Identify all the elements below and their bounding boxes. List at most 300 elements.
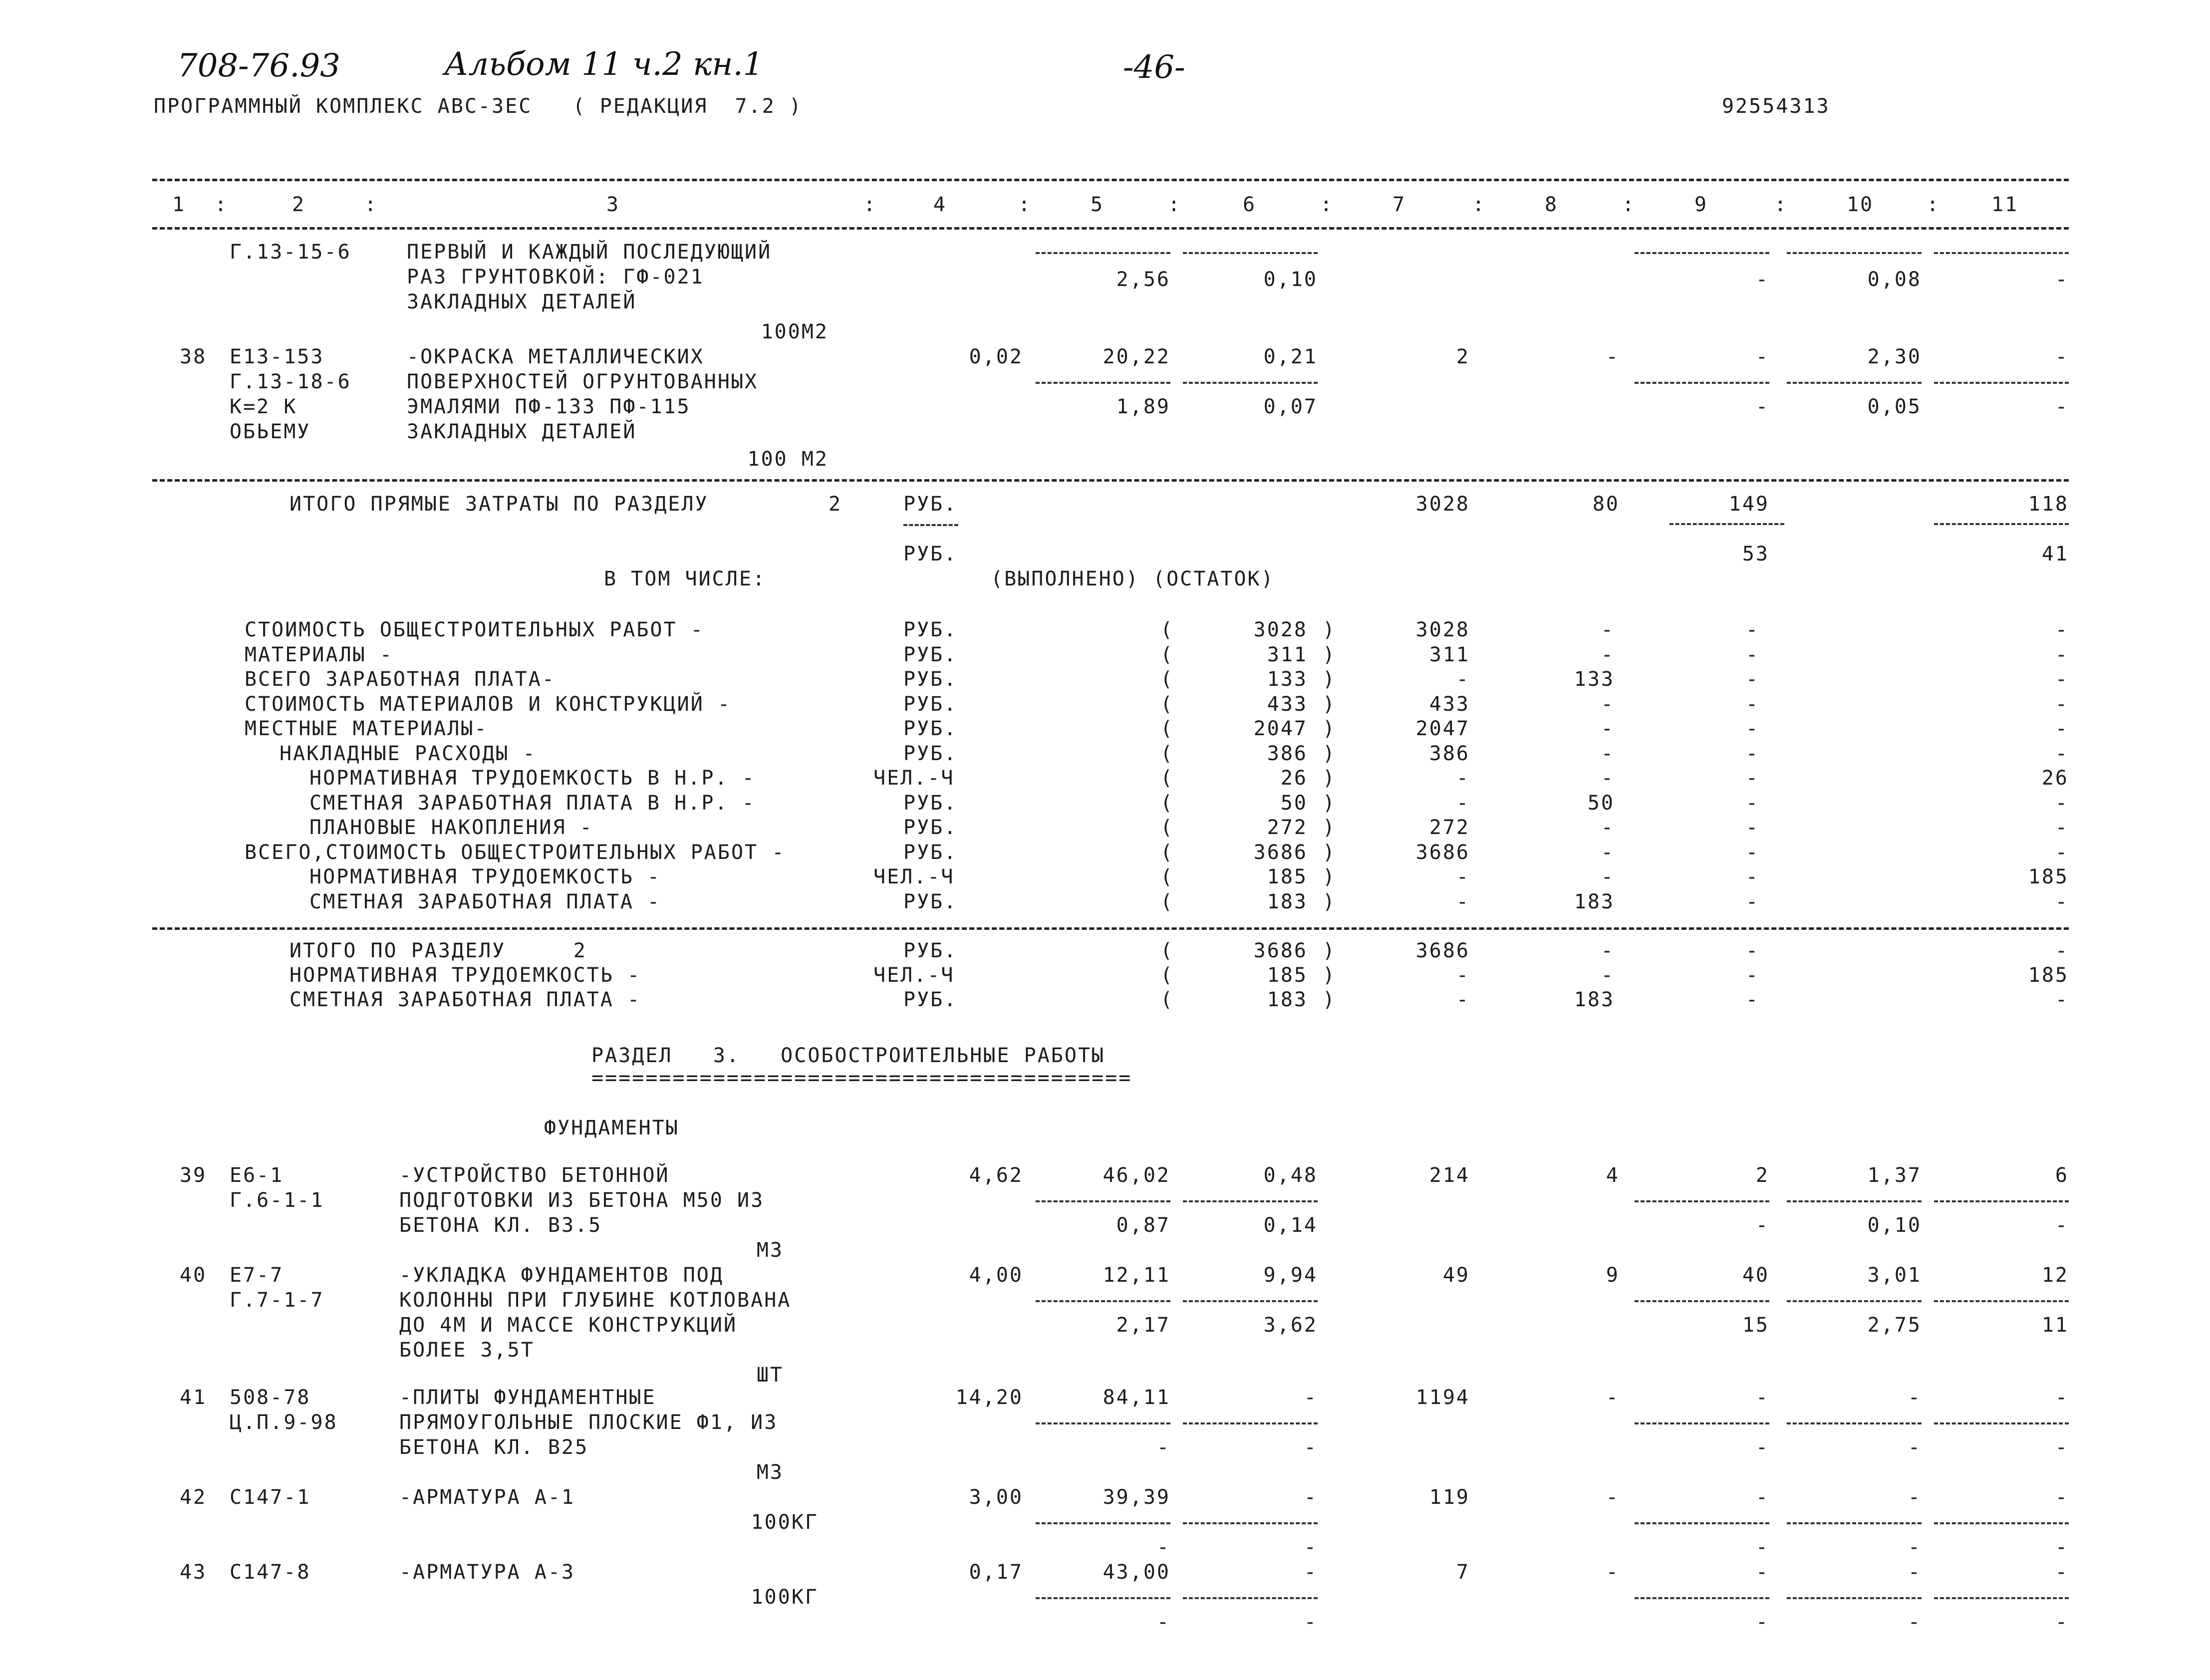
cell-col11-sub: - xyxy=(2055,1214,2069,1237)
breakdown-col8: - xyxy=(1601,841,1615,864)
cell-col4: 3,00 xyxy=(969,1486,1023,1509)
section-underline: ======================================== xyxy=(591,1067,1132,1090)
cell-col5: 84,11 xyxy=(1103,1386,1170,1409)
column-number: : xyxy=(215,193,229,216)
item-code-2: Г.7-1-7 xyxy=(230,1289,324,1312)
cell-underline xyxy=(1036,1597,1170,1599)
breakdown-label: ПЛАНОВЫЕ НАКОПЛЕНИЯ - xyxy=(309,816,593,839)
breakdown-col7: - xyxy=(1456,865,1470,888)
cell-col9: - xyxy=(1755,1486,1769,1509)
cell-col10-sub: 0,10 xyxy=(1867,1214,1922,1237)
close-paren: ) xyxy=(1323,693,1337,716)
direct-costs-section: 2 xyxy=(829,493,842,516)
column-number: 2 xyxy=(292,193,306,216)
close-paren: ) xyxy=(1323,964,1337,987)
cell-col6-sub: - xyxy=(1304,1436,1318,1459)
cell-underline xyxy=(1183,1597,1318,1599)
cell-underline xyxy=(1635,1300,1769,1302)
cell-underline xyxy=(1635,1597,1769,1599)
breakdown-col8: - xyxy=(1601,816,1615,839)
cell-col7: 214 xyxy=(1429,1164,1470,1187)
breakdown-unit: РУБ. xyxy=(903,742,958,765)
breakdown-col8: - xyxy=(1601,767,1615,790)
breakdown-col7: - xyxy=(1456,767,1470,790)
cell-col7: 119 xyxy=(1429,1486,1470,1509)
cell-col11-sub: - xyxy=(2055,1436,2069,1459)
breakdown-col7: 3028 xyxy=(1415,618,1470,641)
cell-col5: 39,39 xyxy=(1103,1486,1170,1509)
item-description: ЗАКЛАДНЫХ ДЕТАЛЕЙ xyxy=(407,290,637,313)
breakdown-col8: - xyxy=(1601,964,1615,987)
column-number: 11 xyxy=(1991,193,2019,216)
cell-underline xyxy=(1183,1422,1318,1424)
column-number: : xyxy=(863,193,877,216)
cell-col5-sub: 0,87 xyxy=(1116,1214,1170,1237)
cell-col5: 12,11 xyxy=(1103,1264,1170,1287)
breakdown-col7: 311 xyxy=(1429,643,1470,666)
cell-col11: 12 xyxy=(2041,1264,2069,1287)
cell-underline xyxy=(1934,1522,2069,1524)
open-paren: ( xyxy=(1160,767,1174,790)
cell-col5-sub: 1,89 xyxy=(1116,395,1170,418)
breakdown-label: НОРМАТИВНАЯ ТРУДОЕМКОСТЬ - xyxy=(289,964,641,987)
cell-underline xyxy=(1036,1300,1170,1302)
cell-col4: 4,00 xyxy=(969,1264,1023,1287)
item-code: 508-78 xyxy=(230,1386,311,1409)
document-code: 92554313 xyxy=(1722,95,1830,118)
close-paren: ) xyxy=(1323,988,1337,1011)
open-paren: ( xyxy=(1160,643,1174,666)
open-paren: ( xyxy=(1160,964,1174,987)
cell-underline xyxy=(1934,252,2069,254)
cell-col8: 9 xyxy=(1606,1264,1620,1287)
cell-col10-sub: 0,05 xyxy=(1867,395,1922,418)
open-paren: ( xyxy=(1160,816,1174,839)
cell-underline xyxy=(1183,382,1318,384)
close-paren: ) xyxy=(1323,668,1337,691)
close-paren: ) xyxy=(1323,841,1337,864)
cell-col11-sub: 11 xyxy=(2041,1314,2069,1337)
breakdown-done: 3686 xyxy=(1253,841,1308,864)
breakdown-label: СТОИМОСТЬ ОБЩЕСТРОИТЕЛЬНЫХ РАБОТ - xyxy=(245,618,704,641)
cell-underline xyxy=(1787,1597,1922,1599)
cell-col6-sub: 0,14 xyxy=(1263,1214,1318,1237)
breakdown-col9: - xyxy=(1745,668,1759,691)
doc-number: 708-76.93 xyxy=(177,47,340,84)
breakdown-label: НАКЛАДНЫЕ РАСХОДЫ - xyxy=(279,742,537,765)
item-unit: 100КГ xyxy=(751,1586,819,1609)
cell-underline xyxy=(1934,1300,2069,1302)
cell-col8: 4 xyxy=(1606,1164,1620,1187)
cell-col11-sub: - xyxy=(2055,268,2069,291)
column-number: : xyxy=(1927,193,1940,216)
cell-underline xyxy=(1934,1200,2069,1202)
breakdown-done: 133 xyxy=(1267,668,1308,691)
close-paren: ) xyxy=(1323,890,1337,913)
breakdown-unit: РУБ. xyxy=(903,618,958,641)
breakdown-done: 183 xyxy=(1267,890,1308,913)
cell-underline xyxy=(1787,1522,1922,1524)
item-code-4: ОБЬЕМУ xyxy=(230,420,311,443)
open-paren: ( xyxy=(1160,841,1174,864)
item-description: БЕТОНА КЛ. В25 xyxy=(399,1436,589,1459)
item-description: -ОКРАСКА МЕТАЛЛИЧЕСКИХ xyxy=(407,345,704,368)
cell-col8: - xyxy=(1606,1561,1620,1584)
breakdown-unit: РУБ. xyxy=(903,890,958,913)
item-code: С147-8 xyxy=(230,1561,311,1584)
breakdown-done: 2047 xyxy=(1253,717,1308,740)
breakdown-label: СМЕТНАЯ ЗАРАБОТНАЯ ПЛАТА В Н.Р. - xyxy=(309,792,756,815)
cell-col6-sub: - xyxy=(1304,1611,1318,1634)
item-description: КОЛОННЫ ПРИ ГЛУБИНЕ КОТЛОВАНА xyxy=(399,1289,792,1312)
item-number: 38 xyxy=(180,345,207,368)
breakdown-col7: 386 xyxy=(1429,742,1470,765)
breakdown-col8: - xyxy=(1601,939,1615,962)
cell-underline xyxy=(1635,252,1769,254)
breakdown-col8: - xyxy=(1601,643,1615,666)
cell-col4: 0,17 xyxy=(969,1561,1023,1584)
cell-col5: 43,00 xyxy=(1103,1561,1170,1584)
column-number: 9 xyxy=(1694,193,1708,216)
cell-col6-sub: 0,10 xyxy=(1263,268,1318,291)
total-col9: 149 xyxy=(1728,493,1769,516)
open-paren: ( xyxy=(1160,693,1174,716)
cell-col9-sub: - xyxy=(1755,395,1769,418)
cell-col4: 0,02 xyxy=(969,345,1023,368)
breakdown-label: СМЕТНАЯ ЗАРАБОТНАЯ ПЛАТА - xyxy=(309,890,661,913)
breakdown-col9: - xyxy=(1745,939,1759,962)
breakdown-unit: ЧЕЛ.-Ч xyxy=(873,767,955,790)
cell-col4: 4,62 xyxy=(969,1164,1023,1187)
breakdown-col7: - xyxy=(1456,964,1470,987)
cell-col6: - xyxy=(1304,1386,1318,1409)
cell-col10-sub: 2,75 xyxy=(1867,1314,1922,1337)
column-number: 8 xyxy=(1545,193,1559,216)
cell-col9-sub: - xyxy=(1755,1611,1769,1634)
cell-col9-sub: - xyxy=(1755,1214,1769,1237)
cell-underline xyxy=(1787,1422,1922,1424)
cell-underline xyxy=(1036,1422,1170,1424)
column-number: 5 xyxy=(1091,193,1105,216)
breakdown-col8: 183 xyxy=(1574,890,1615,913)
total-col9-sub: 53 xyxy=(1742,543,1769,565)
breakdown-col11: - xyxy=(2055,792,2069,815)
breakdown-col7: 3686 xyxy=(1415,939,1470,962)
close-paren: ) xyxy=(1323,792,1337,815)
breakdown-label: МАТЕРИАЛЫ - xyxy=(245,643,393,666)
breakdown-label: МЕСТНЫЕ МАТЕРИАЛЫ- xyxy=(245,717,488,740)
cell-col10: 1,37 xyxy=(1867,1164,1922,1187)
breakdown-col11: - xyxy=(2055,668,2069,691)
item-number: 40 xyxy=(180,1264,207,1287)
cell-col4: 14,20 xyxy=(955,1386,1023,1409)
item-code-2: Г.13-18-6 xyxy=(230,370,351,393)
item-number: 43 xyxy=(180,1561,207,1584)
cell-col9: 40 xyxy=(1742,1264,1769,1287)
close-paren: ) xyxy=(1323,618,1337,641)
cell-col9: 2 xyxy=(1755,1164,1769,1187)
breakdown-unit: РУБ. xyxy=(903,643,958,666)
breakdown-done: 50 xyxy=(1280,792,1308,815)
close-paren: ) xyxy=(1323,742,1337,765)
dashed-rule xyxy=(152,227,2069,230)
cell-col10-sub: - xyxy=(1908,1536,1922,1559)
breakdown-col11: - xyxy=(2055,717,2069,740)
breakdown-col7: - xyxy=(1456,988,1470,1011)
cell-underline xyxy=(1934,1422,2069,1424)
breakdown-col11: 185 xyxy=(2028,865,2069,888)
column-number: 6 xyxy=(1243,193,1257,216)
total-col11-sub: 41 xyxy=(2041,543,2069,565)
cell-col6: 9,94 xyxy=(1263,1264,1318,1287)
cell-col6-sub: - xyxy=(1304,1536,1318,1559)
album-title: Альбом 11 ч.2 кн.1 xyxy=(444,46,764,83)
item-description: ДО 4М И МАССЕ КОНСТРУКЦИЙ xyxy=(399,1314,738,1337)
cell-col6: 0,21 xyxy=(1263,345,1318,368)
breakdown-col9: - xyxy=(1745,643,1759,666)
program-header: ПРОГРАММНЫЙ КОМПЛЕКС АВС-ЗЕС ( РЕДАКЦИЯ 7.2 ) xyxy=(154,95,803,118)
cell-col10-sub: - xyxy=(1908,1436,1922,1459)
cell-underline xyxy=(1635,1522,1769,1524)
cell-underline xyxy=(1934,523,2069,525)
breakdown-col9: - xyxy=(1745,988,1759,1011)
item-code: С147-1 xyxy=(230,1486,311,1509)
item-description: БЕТОНА КЛ. В3.5 xyxy=(399,1214,602,1237)
cell-col10: - xyxy=(1908,1386,1922,1409)
close-paren: ) xyxy=(1323,643,1337,666)
open-paren: ( xyxy=(1160,668,1174,691)
item-description: ПОВЕРХНОСТЕЙ ОГРУНТОВАННЫХ xyxy=(407,370,759,393)
breakdown-col9: - xyxy=(1745,792,1759,815)
cell-underline xyxy=(1934,382,2069,384)
item-code-3: К=2 К xyxy=(230,395,297,418)
unit-rub-2: РУБ. xyxy=(903,543,958,565)
open-paren: ( xyxy=(1160,717,1174,740)
breakdown-unit: ЧЕЛ.-Ч xyxy=(873,964,955,987)
cell-col8: - xyxy=(1606,1386,1620,1409)
breakdown-unit: РУБ. xyxy=(903,792,958,815)
cell-underline xyxy=(903,524,958,526)
cell-underline xyxy=(1787,382,1922,384)
cell-col11-sub: - xyxy=(2055,395,2069,418)
cell-col7: 7 xyxy=(1456,1561,1470,1584)
breakdown-col7: 2047 xyxy=(1415,717,1470,740)
breakdown-col8: - xyxy=(1601,618,1615,641)
breakdown-unit: РУБ. xyxy=(903,717,958,740)
breakdown-col9: - xyxy=(1745,964,1759,987)
direct-costs-label: ИТОГО ПРЯМЫЕ ЗАТРАТЫ ПО РАЗДЕЛУ xyxy=(289,493,709,516)
open-paren: ( xyxy=(1160,865,1174,888)
breakdown-done: 185 xyxy=(1267,865,1308,888)
item-code: Е6-1 xyxy=(230,1164,284,1187)
breakdown-col8: - xyxy=(1601,717,1615,740)
column-number: 10 xyxy=(1847,193,1874,216)
cell-underline xyxy=(1787,1300,1922,1302)
column-number: : xyxy=(1622,193,1636,216)
cell-underline xyxy=(1635,1200,1769,1202)
breakdown-label: НОРМАТИВНАЯ ТРУДОЕМКОСТЬ В Н.Р. - xyxy=(309,767,756,790)
breakdown-unit: ЧЕЛ.-Ч xyxy=(873,865,955,888)
breakdown-unit: РУБ. xyxy=(903,841,958,864)
cell-col5-sub: - xyxy=(1156,1536,1170,1559)
breakdown-done: 183 xyxy=(1267,988,1308,1011)
cell-underline xyxy=(1183,1300,1318,1302)
cell-col10-sub: 0,08 xyxy=(1867,268,1922,291)
breakdown-col7: - xyxy=(1456,668,1470,691)
cell-col9: - xyxy=(1755,1386,1769,1409)
breakdown-col9: - xyxy=(1745,816,1759,839)
cell-col7: 1194 xyxy=(1415,1386,1470,1409)
breakdown-col9: - xyxy=(1745,693,1759,716)
cell-underline xyxy=(1036,1200,1170,1202)
open-paren: ( xyxy=(1160,939,1174,962)
breakdown-unit: РУБ. xyxy=(903,668,958,691)
breakdown-unit: РУБ. xyxy=(903,939,958,962)
breakdown-col8: 133 xyxy=(1574,668,1615,691)
cell-col5-sub: 2,56 xyxy=(1116,268,1170,291)
cell-underline xyxy=(1036,382,1170,384)
breakdown-col8: - xyxy=(1601,865,1615,888)
breakdown-col8: - xyxy=(1601,742,1615,765)
section-subtitle: ФУНДАМЕНТЫ xyxy=(544,1117,679,1139)
item-description: ПОДГОТОВКИ ИЗ БЕТОНА М50 ИЗ xyxy=(399,1189,765,1212)
section-title: РАЗДЕЛ 3. ОСОБОСТРОИТЕЛЬНЫЕ РАБОТЫ xyxy=(591,1044,1105,1067)
breakdown-col11: - xyxy=(2055,890,2069,913)
breakdown-col8: - xyxy=(1601,693,1615,716)
cell-col11-sub: - xyxy=(2055,1536,2069,1559)
breakdown-col8: 50 xyxy=(1587,792,1615,815)
breakdown-done: 185 xyxy=(1267,964,1308,987)
total-col11: 118 xyxy=(2028,493,2069,516)
item-description: -УСТРОЙСТВО БЕТОННОЙ xyxy=(399,1164,670,1187)
cell-col11: - xyxy=(2055,1561,2069,1584)
breakdown-col7: 272 xyxy=(1429,816,1470,839)
column-number: : xyxy=(1320,193,1334,216)
breakdown-unit: РУБ. xyxy=(903,816,958,839)
cell-underline xyxy=(1183,252,1318,254)
close-paren: ) xyxy=(1323,939,1337,962)
breakdown-col11: - xyxy=(2055,816,2069,839)
breakdown-label: ВСЕГО,СТОИМОСТЬ ОБЩЕСТРОИТЕЛЬНЫХ РАБОТ - xyxy=(245,841,786,864)
dashed-rule xyxy=(152,927,2069,930)
cell-col11: - xyxy=(2055,345,2069,368)
item-unit: М3 xyxy=(756,1461,784,1484)
cell-col9: - xyxy=(1755,1561,1769,1584)
page-number: -46- xyxy=(1123,49,1185,86)
item-code-2: Ц.П.9-98 xyxy=(230,1411,338,1434)
breakdown-label: НОРМАТИВНАЯ ТРУДОЕМКОСТЬ - xyxy=(309,865,661,888)
item-unit: 100КГ xyxy=(751,1511,819,1534)
breakdown-col9: - xyxy=(1745,841,1759,864)
breakdown-col9: - xyxy=(1745,890,1759,913)
breakdown-done: 272 xyxy=(1267,816,1308,839)
dashed-rule xyxy=(152,179,2069,181)
cell-col5: 46,02 xyxy=(1103,1164,1170,1187)
cell-col10: 2,30 xyxy=(1867,345,1922,368)
item-description: -АРМАТУРА А-1 xyxy=(399,1486,575,1509)
cell-col6: - xyxy=(1304,1486,1318,1509)
column-number: : xyxy=(364,193,378,216)
cell-col10: 3,01 xyxy=(1867,1264,1922,1287)
breakdown-col9: - xyxy=(1745,767,1759,790)
column-number: : xyxy=(1472,193,1486,216)
breakdown-col11: 185 xyxy=(2028,964,2069,987)
cell-underline xyxy=(1669,523,1784,525)
item-description: ПЕРВЫЙ И КАЖДЫЙ ПОСЛЕДУЮЩИЙ xyxy=(407,241,772,264)
total-col7: 3028 xyxy=(1415,493,1470,516)
item-code: Е7-7 xyxy=(230,1264,284,1287)
item-description: -ПЛИТЫ ФУНДАМЕНТНЫЕ xyxy=(399,1386,656,1409)
column-number: : xyxy=(1168,193,1182,216)
item-code: Е13-153 xyxy=(230,345,324,368)
total-col8: 80 xyxy=(1592,493,1620,516)
item-description: БОЛЕЕ 3,5Т xyxy=(399,1339,535,1362)
cell-underline xyxy=(1036,1522,1170,1524)
cell-col5: 20,22 xyxy=(1103,345,1170,368)
breakdown-col11: - xyxy=(2055,618,2069,641)
cell-underline xyxy=(1183,1200,1318,1202)
cell-col10-sub: - xyxy=(1908,1611,1922,1634)
cell-underline xyxy=(1183,1522,1318,1524)
breakdown-done: 311 xyxy=(1267,643,1308,666)
column-number: : xyxy=(1774,193,1788,216)
breakdown-col11: - xyxy=(2055,693,2069,716)
breakdown-done: 3028 xyxy=(1253,618,1308,641)
item-unit: ШТ xyxy=(756,1364,784,1387)
cell-underline xyxy=(1036,252,1170,254)
cell-col11-sub: - xyxy=(2055,1611,2069,1634)
breakdown-col9: - xyxy=(1745,742,1759,765)
close-paren: ) xyxy=(1323,717,1337,740)
cell-underline xyxy=(1635,382,1769,384)
cell-col6-sub: 3,62 xyxy=(1263,1314,1318,1337)
breakdown-col9: - xyxy=(1745,618,1759,641)
cell-col8: - xyxy=(1606,1486,1620,1509)
cell-col6: 0,48 xyxy=(1263,1164,1318,1187)
breakdown-col7: 433 xyxy=(1429,693,1470,716)
column-number: 7 xyxy=(1392,193,1406,216)
unit-rub: РУБ. xyxy=(903,493,958,516)
breakdown-col11: - xyxy=(2055,988,2069,1011)
cell-col8: - xyxy=(1606,345,1620,368)
breakdown-col7: - xyxy=(1456,890,1470,913)
cell-col5-sub: 2,17 xyxy=(1116,1314,1170,1337)
open-paren: ( xyxy=(1160,792,1174,815)
breakdown-label: ИТОГО ПО РАЗДЕЛУ 2 xyxy=(289,939,587,962)
cell-col7: 49 xyxy=(1442,1264,1470,1287)
breakdown-label: СМЕТНАЯ ЗАРАБОТНАЯ ПЛАТА - xyxy=(289,988,641,1011)
item-description: РАЗ ГРУНТОВКОЙ: ГФ-021 xyxy=(407,266,704,288)
including-label: В ТОМ ЧИСЛЕ: xyxy=(604,567,766,590)
breakdown-col11: - xyxy=(2055,939,2069,962)
cell-col11: - xyxy=(2055,1386,2069,1409)
cell-col9: - xyxy=(1755,345,1769,368)
cell-underline xyxy=(1635,1422,1769,1424)
column-number: 1 xyxy=(172,193,186,216)
cell-col10: - xyxy=(1908,1486,1922,1509)
item-number: 42 xyxy=(180,1486,207,1509)
item-number: 39 xyxy=(180,1164,207,1187)
breakdown-col7: - xyxy=(1456,792,1470,815)
breakdown-col11: - xyxy=(2055,643,2069,666)
breakdown-col9: - xyxy=(1745,717,1759,740)
column-number: 3 xyxy=(606,193,620,216)
breakdown-done: 386 xyxy=(1267,742,1308,765)
breakdown-unit: РУБ. xyxy=(903,988,958,1011)
cell-col11: - xyxy=(2055,1486,2069,1509)
item-description: ПРЯМОУГОЛЬНЫЕ ПЛОСКИЕ Ф1, ИЗ xyxy=(399,1411,778,1434)
open-paren: ( xyxy=(1160,618,1174,641)
